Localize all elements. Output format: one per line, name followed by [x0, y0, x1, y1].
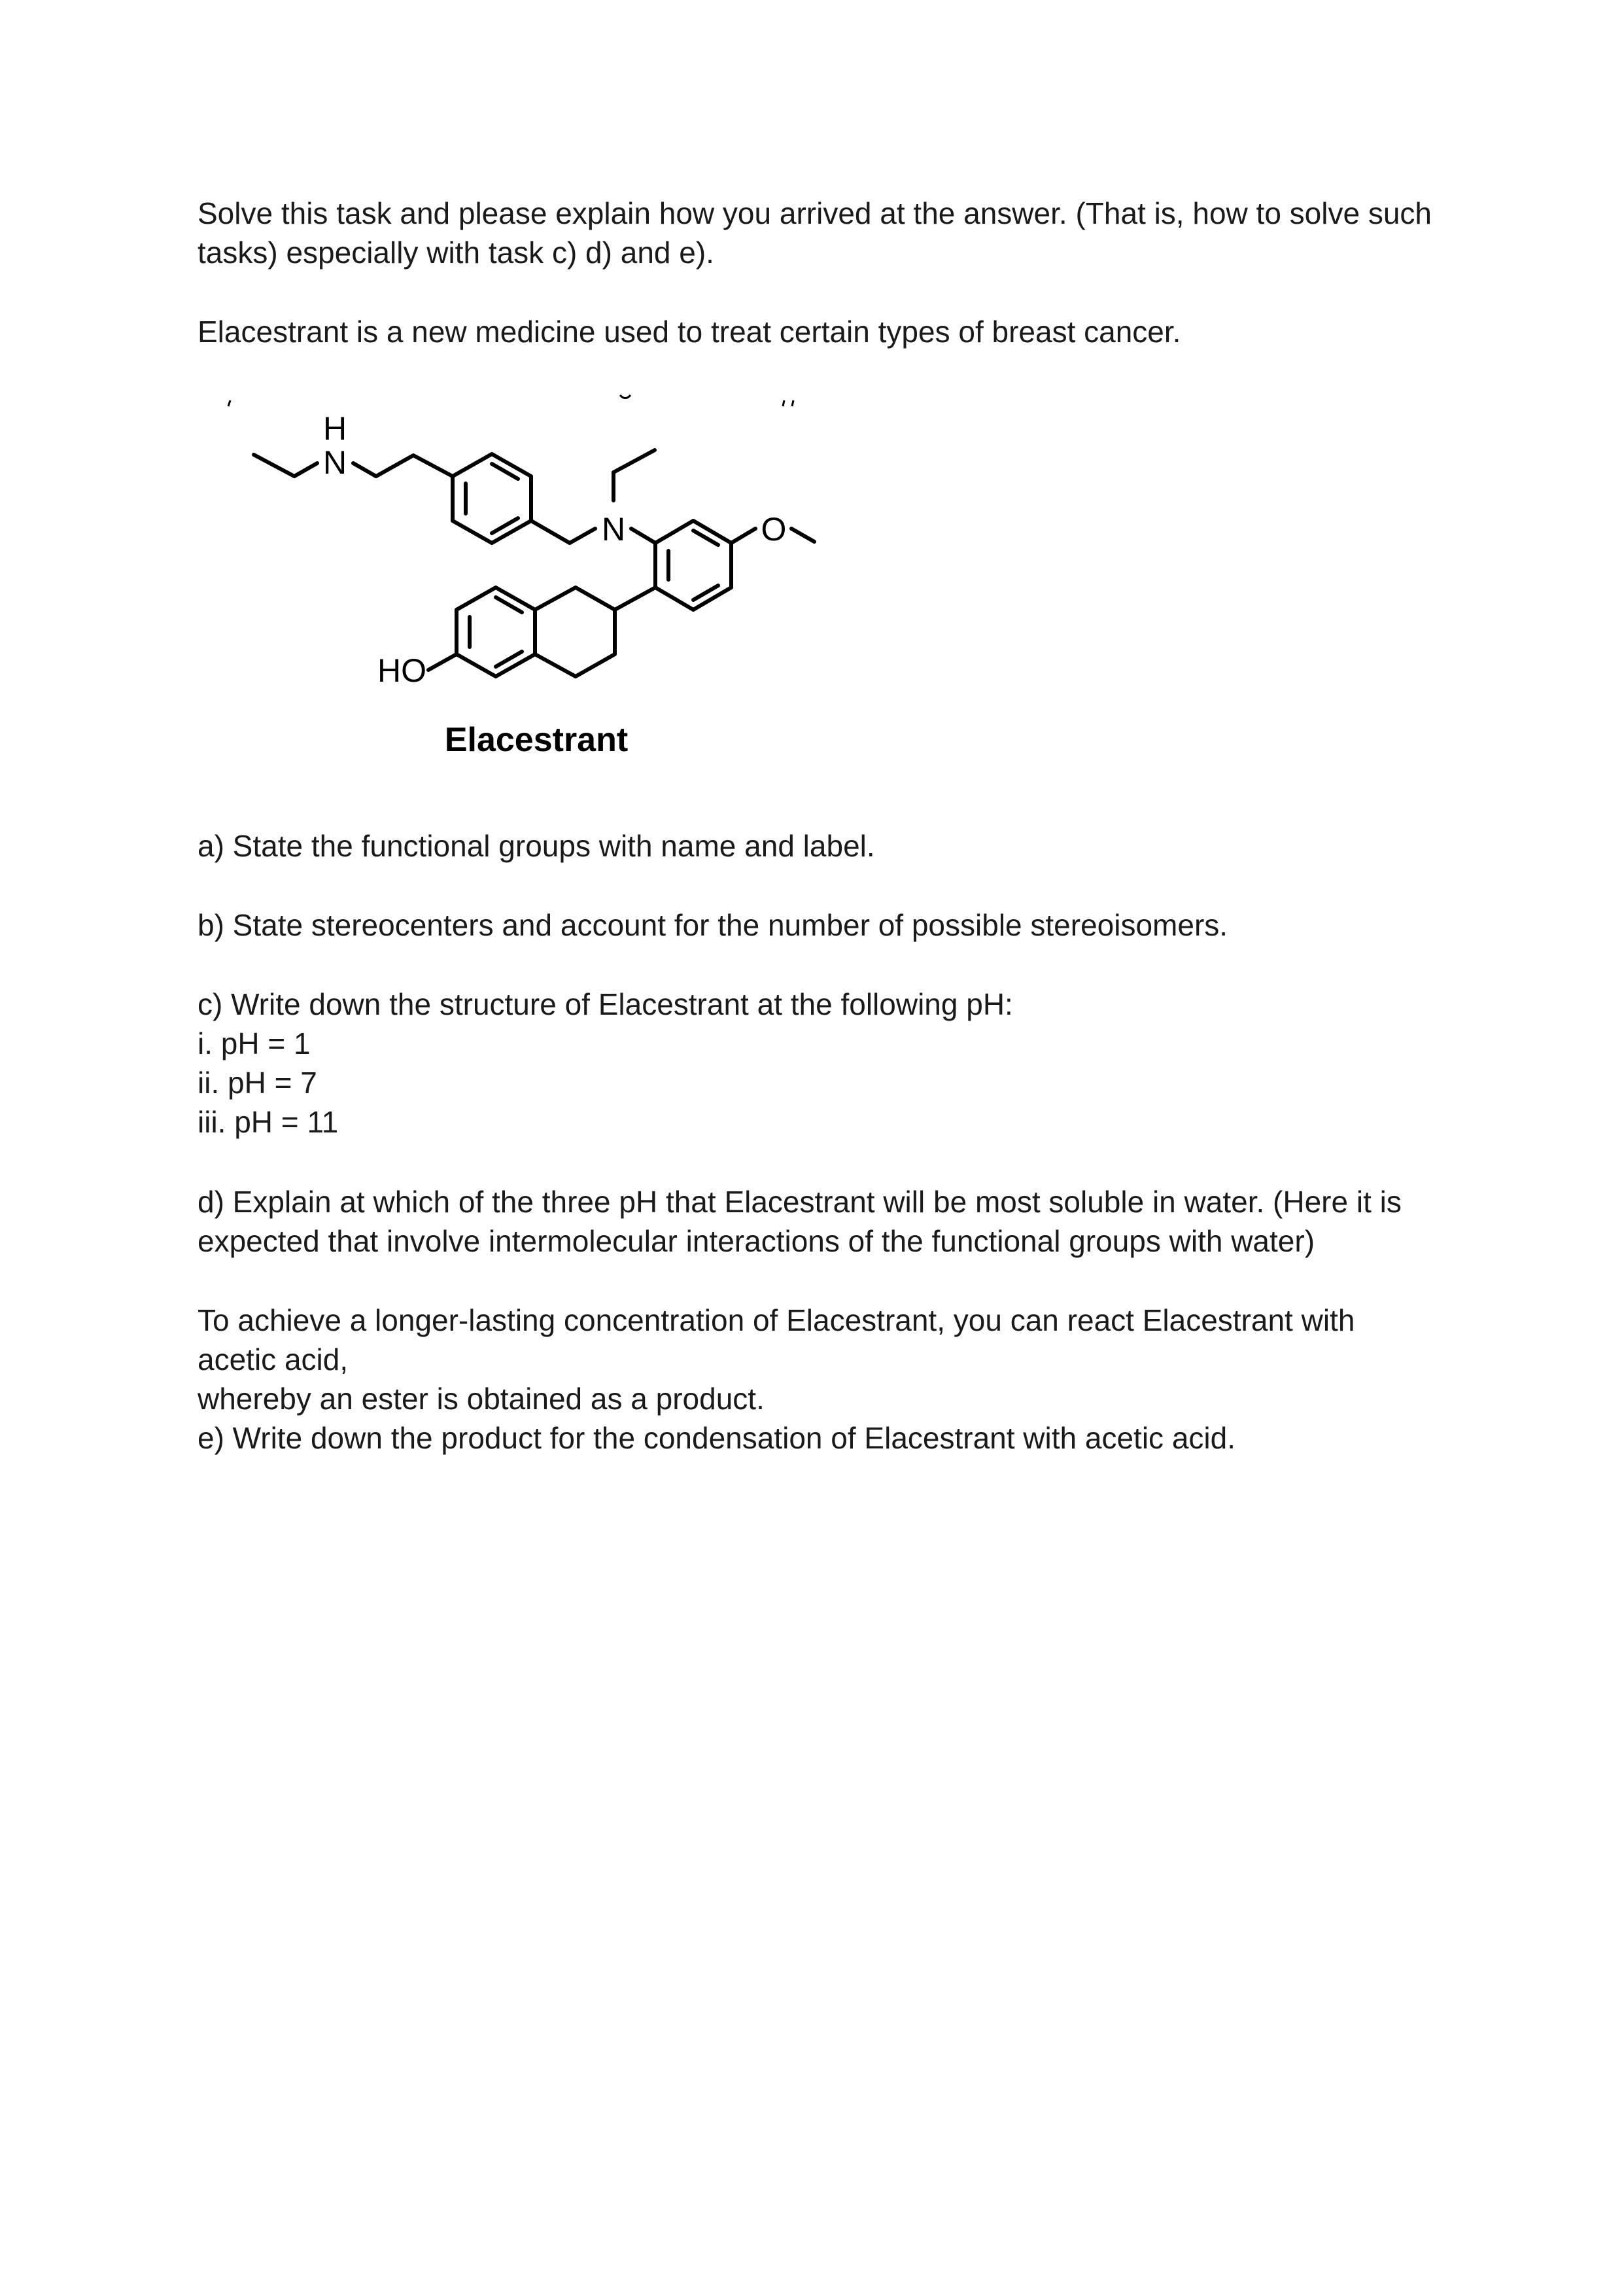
question-c-item-2: ii. pH = 7 [198, 1066, 317, 1100]
structure-caption: Elacestrant [444, 721, 629, 759]
question-e: e) Write down the product for the condensation of Elacestrant with acetic acid. [198, 1421, 1235, 1455]
crop-artifacts [228, 395, 890, 406]
question-b: b) State stereocenters and account for the number of possible stereoisomers. [198, 908, 1228, 942]
intro-line-3: Elacestrant is a new medicine used to treat certain types of breast cancer. [198, 315, 1181, 349]
bonds [254, 450, 814, 676]
question-c-item-1: i. pH = 1 [198, 1026, 311, 1060]
atom-n-secondary: N [322, 444, 347, 481]
question-a: a) State the functional groups with name and label. [198, 829, 875, 863]
atom-n-tertiary: N [601, 511, 626, 548]
intro-line-2: tasks) especially with task c) d) and e). [198, 236, 714, 270]
question-c-item-3: iii. pH = 11 [198, 1105, 339, 1139]
context-line-3: whereby an ester is obtained as a product. [198, 1382, 765, 1416]
elacestrant-structure [216, 373, 890, 765]
context-line-2: acetic acid, [198, 1342, 349, 1376]
atom-ho: HO [377, 652, 426, 689]
question-d-line-2: expected that involve intermolecular interactions of the functional groups with water) [198, 1224, 1315, 1258]
intro-line-1: Solve this task and please explain how you arrived at the answer. (That is, how to solve such [198, 196, 1432, 230]
question-c: c) Write down the structure of Elacestrant at the following pH: [198, 987, 1013, 1021]
atom-o-methoxy: O [761, 511, 787, 548]
atom-h: H [322, 410, 347, 447]
context-line-1: To achieve a longer-lasting concentration of Elacestrant, you can react Elacestrant with [198, 1303, 1355, 1337]
question-d-line-1: d) Explain at which of the three pH that Elacestrant will be most soluble in water. (Here it is [198, 1185, 1402, 1219]
